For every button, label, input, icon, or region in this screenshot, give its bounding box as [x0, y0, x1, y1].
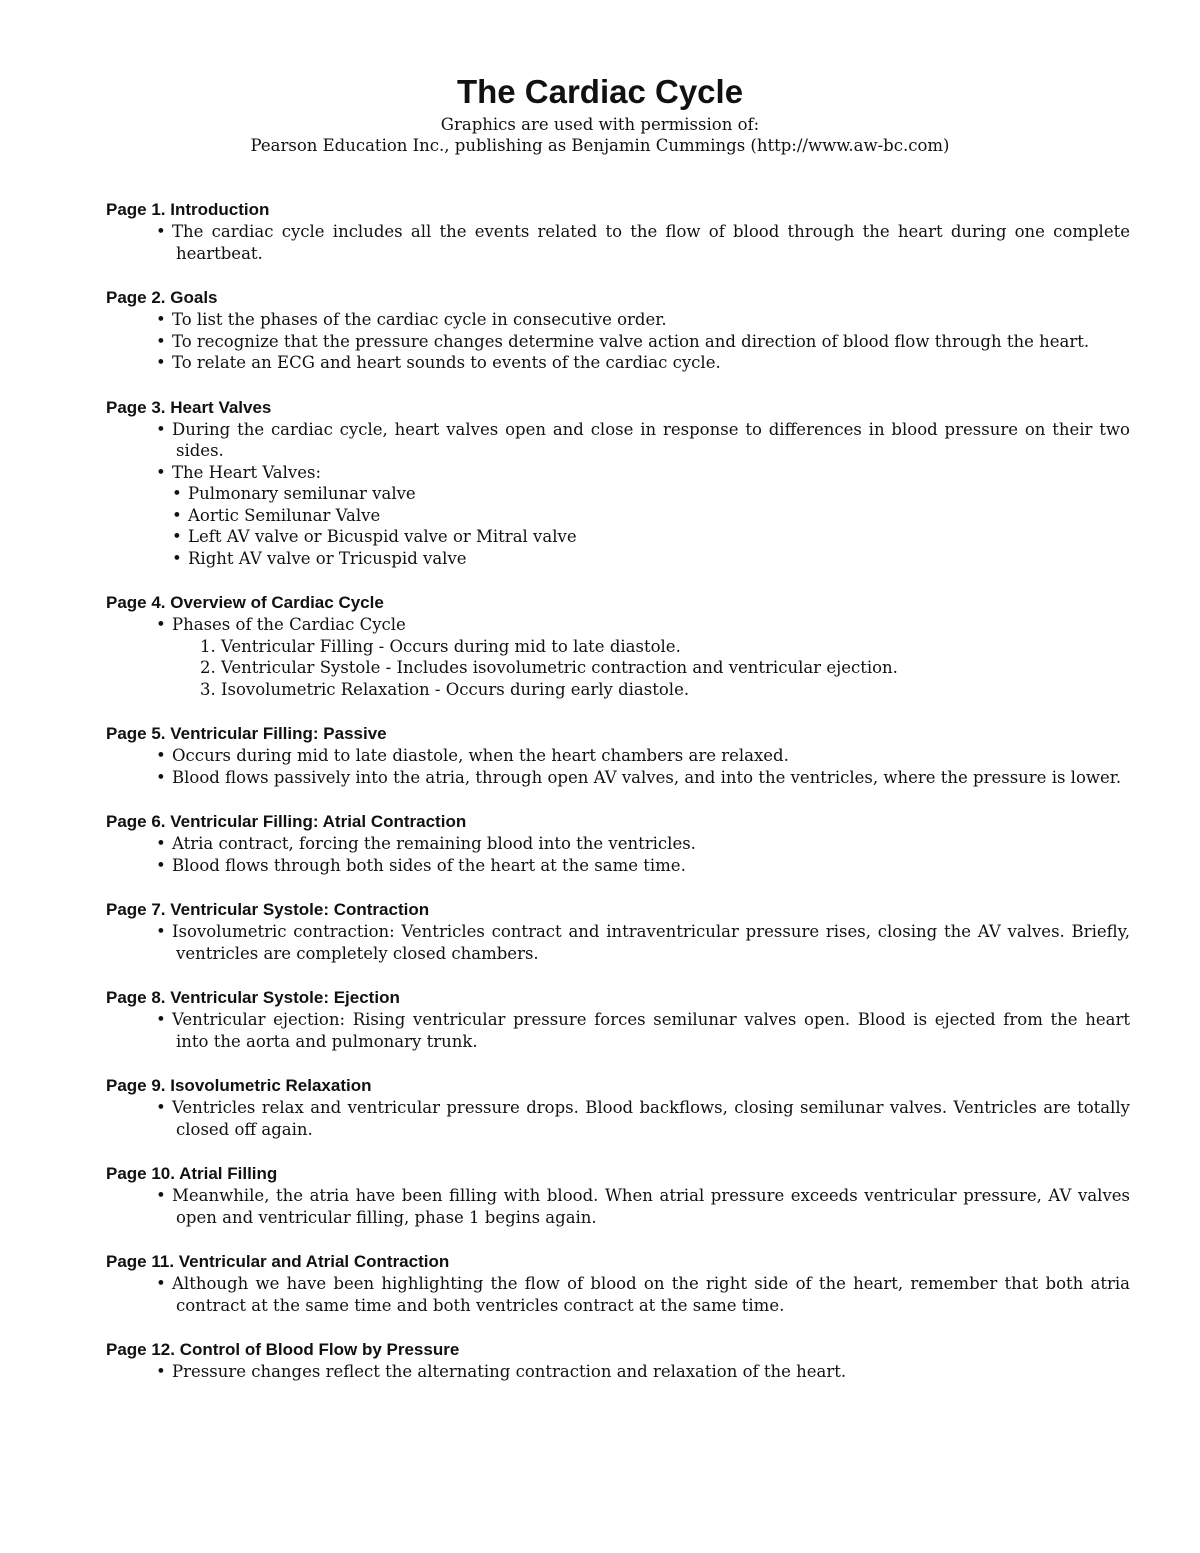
credit-line-publisher: Pearson Education Inc., publishing as Benjamin Cummings (http://www.aw-bc.com)	[250, 136, 950, 155]
bullet-icon: •	[156, 419, 166, 439]
bullet-icon: •	[156, 1362, 166, 1381]
sub-bullet-item	[106, 548, 1130, 570]
bullet-item	[106, 1361, 1130, 1383]
numbered-item	[106, 679, 1130, 701]
bullet-item	[106, 309, 1130, 331]
numbered-item	[106, 636, 1130, 658]
section	[106, 199, 1130, 264]
bullet-item	[106, 614, 1130, 636]
section	[106, 287, 1130, 374]
section-heading: Page 2. Goals	[106, 288, 218, 307]
bullet-item	[106, 921, 1130, 964]
document-title: The Cardiac Cycle	[456, 73, 744, 110]
bullet-icon: •	[156, 1186, 166, 1205]
item-text: Blood flows through both sides of the heart at the same time.	[172, 855, 686, 875]
numbered-item	[106, 657, 1130, 679]
bullet-icon: •	[156, 462, 166, 482]
section-heading: Page 11. Ventricular and Atrial Contraction	[106, 1252, 450, 1271]
item-text: Atria contract, forcing the remaining blood into the ventricles.	[172, 834, 696, 853]
item-text: The Heart Valves:	[172, 462, 322, 482]
bullet-item	[106, 462, 1130, 484]
bullet-icon: •	[156, 310, 166, 329]
credit-line-permission: Graphics are used with permission of:	[440, 115, 760, 134]
bullet-item	[106, 419, 1130, 462]
item-text: 3. Isovolumetric Relaxation - Occurs during early diastole.	[200, 679, 690, 699]
section-heading: Page 3. Heart Valves	[106, 397, 272, 417]
bullet-icon: •	[156, 1010, 166, 1029]
bullet-icon: •	[156, 922, 166, 941]
item-text: To recognize that the pressure changes determine valve action and direction of blood flow through the heart.	[172, 331, 1090, 351]
section-heading: Page 9. Isovolumetric Relaxation	[106, 1076, 372, 1095]
section	[106, 811, 1130, 876]
bullet-icon: •	[156, 331, 166, 351]
bullet-icon: •	[156, 353, 166, 372]
bullet-icon: •	[156, 1274, 166, 1293]
bullet-icon: •	[156, 222, 166, 241]
section	[106, 723, 1130, 788]
bullet-icon: •	[156, 746, 166, 765]
section-heading: Page 6. Ventricular Filling: Atrial Contraction	[106, 812, 467, 831]
bullet-icon: •	[172, 484, 182, 503]
item-text: Isovolumetric contraction: Ventricles contract and intraventricular pressure rises, closing the AV valves. Briefly, ventricles are completely closed chambers.	[172, 922, 1130, 963]
item-text: Phases of the Cardiac Cycle	[172, 615, 406, 634]
section-heading: Page 4. Overview of Cardiac Cycle	[106, 593, 384, 612]
bullet-icon: •	[156, 834, 166, 853]
item-text: Pulmonary semilunar valve	[188, 484, 416, 503]
section	[106, 1163, 1130, 1228]
item-text: Left AV valve or Bicuspid valve or Mitral valve	[188, 527, 577, 546]
item-text: 1. Ventricular Filling - Occurs during mid to late diastole.	[200, 636, 681, 656]
item-text: Ventricular ejection: Rising ventricular pressure forces semilunar valves open. Blood is ejected from the heart into the aorta and pulmonary trunk.	[172, 1010, 1130, 1051]
item-text: Pressure changes reflect the alternating contraction and relaxation of the heart.	[172, 1362, 847, 1381]
section-list	[106, 199, 1130, 1406]
bullet-item	[106, 352, 1130, 374]
bullet-item	[106, 1185, 1130, 1228]
bullet-item	[106, 1273, 1130, 1316]
section-heading: Page 1. Introduction	[106, 200, 270, 219]
section-heading: Page 12. Control of Blood Flow by Pressure	[106, 1340, 460, 1359]
section	[106, 1339, 1130, 1383]
bullet-item	[106, 767, 1130, 789]
section	[106, 1251, 1130, 1316]
bullet-icon: •	[172, 527, 182, 546]
bullet-item	[106, 1097, 1130, 1140]
bullet-icon: •	[156, 1098, 166, 1117]
section	[106, 899, 1130, 964]
bullet-icon: •	[156, 767, 166, 787]
section	[106, 592, 1130, 700]
item-text: To relate an ECG and heart sounds to events of the cardiac cycle.	[172, 353, 721, 372]
bullet-item	[106, 1009, 1130, 1052]
item-text: 2. Ventricular Systole - Includes isovolumetric contraction and ventricular ejection.	[200, 658, 898, 677]
bullet-icon: •	[172, 548, 182, 568]
bullet-item	[106, 855, 1130, 877]
item-text: Occurs during mid to late diastole, when the heart chambers are relaxed.	[172, 746, 789, 765]
section	[106, 987, 1130, 1052]
section	[106, 1075, 1130, 1140]
bullet-item	[106, 331, 1130, 353]
section	[106, 397, 1130, 570]
sub-bullet-item	[106, 505, 1130, 527]
item-text: Although we have been highlighting the flow of blood on the right side of the heart, remember that both atria contract at the same time and both ventricles contract at the same time.	[172, 1274, 1130, 1315]
item-text: Ventricles relax and ventricular pressure drops. Blood backflows, closing semilunar valves. Ventricles are totally closed off again.	[172, 1098, 1130, 1139]
section-heading: Page 5. Ventricular Filling: Passive	[106, 724, 387, 743]
item-text: Right AV valve or Tricuspid valve	[188, 548, 467, 568]
item-text: Blood flows passively into the atria, through open AV valves, and into the ventricles, where the pressure is lower.	[172, 767, 1122, 787]
sub-bullet-item	[106, 526, 1130, 548]
section-heading: Page 7. Ventricular Systole: Contraction	[106, 900, 430, 919]
section-heading: Page 8. Ventricular Systole: Ejection	[106, 988, 400, 1007]
bullet-icon: •	[156, 855, 166, 875]
bullet-icon: •	[172, 505, 182, 525]
sub-bullet-item	[106, 483, 1130, 505]
bullet-item	[106, 745, 1130, 767]
section-heading: Page 10. Atrial Filling	[106, 1164, 278, 1183]
bullet-icon: •	[156, 615, 166, 634]
item-text: To list the phases of the cardiac cycle in consecutive order.	[172, 310, 667, 329]
item-text: Aortic Semilunar Valve	[188, 505, 381, 525]
item-text: The cardiac cycle includes all the events related to the flow of blood through the heart during one complete heartbeat.	[172, 222, 1130, 263]
bullet-item	[106, 221, 1130, 264]
bullet-item	[106, 833, 1130, 855]
item-text: During the cardiac cycle, heart valves open and close in response to differences in blood pressure on their two sides.	[172, 419, 1130, 460]
item-text: Meanwhile, the atria have been filling with blood. When atrial pressure exceeds ventricular pressure, AV valves open and ventricular filling, phase 1 begins again.	[172, 1186, 1130, 1227]
